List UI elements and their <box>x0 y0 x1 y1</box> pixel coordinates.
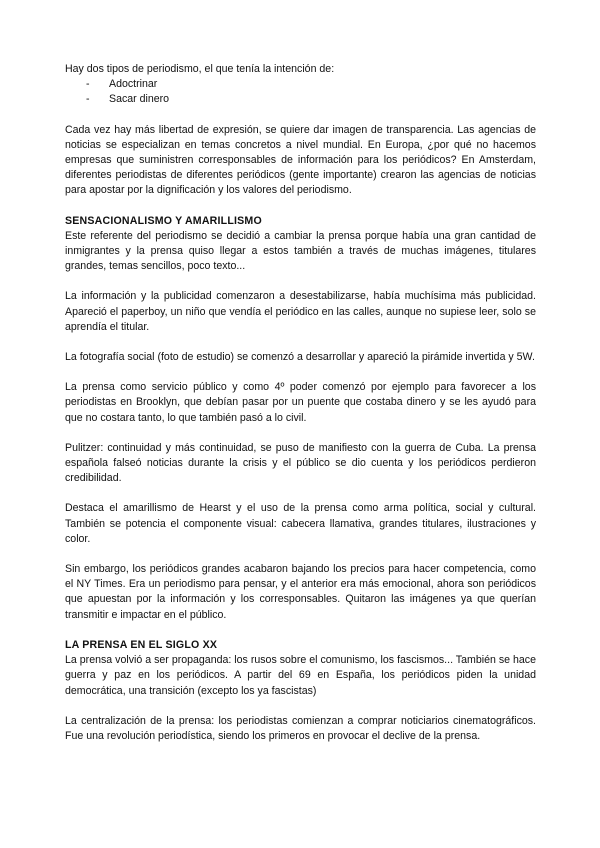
paragraph: La prensa como servicio público y como 4º poder comenzó por ejemplo para favorecer a los periodistas en Brooklyn, que debían pasar por un puente que costaba dinero y se les ayudó para que no costara tanto, lo que también pasó a lo civil. <box>65 381 536 424</box>
paragraph: Cada vez hay más libertad de expresión, se quiere dar imagen de transparencia. Las agencias de noticias se especializan en temas concretos a nivel mundial. En Europa, ¿por qué no hacemos empresas que suministren corresponsables de información para los periódicos? En Amsterdam, diferentes periodistas de diferentes periódicos (gente importante) crearon las agencias de noticias para apostar por la dignificación y los valores del periodismo. <box>65 123 536 197</box>
list-item <box>65 77 536 92</box>
paragraph: Destaca el amarillismo de Hearst y el uso de la prensa como arma política, social y cultural. También se potencia el componente visual: cabecera llamativa, grandes titulares, ilustraciones y color. <box>65 502 536 545</box>
paragraph: Este referente del periodismo se decidió a cambiar la prensa porque había una gran cantidad de inmigrantes y la prensa quiso llegar a estos también a través de muchas imágenes, titulares grandes, temas sencillos, poco texto... <box>65 229 536 273</box>
bullet-text: Sacar dinero <box>109 93 170 106</box>
paragraph: La centralización de la prensa: los periodistas comienzan a comprar noticiarios cinematográficos. Fue una revolución periodística, siendo los primeros en provocar el declive de la prensa. <box>65 714 536 742</box>
paragraph: Sin embargo, los periódicos grandes acabaron bajando los precios para hacer competencia, como el NY Times. Era un periodismo para pensar, y el anterior era más emocional, ahora son periódicos que apuestan por la información y los corresponsables. Quitaron las imágenes ya que querían transmitir e impactar en el público. <box>65 563 536 621</box>
list-item <box>65 92 536 107</box>
intro-bullet-list <box>65 77 536 107</box>
paragraph: La información y la publicidad comenzaron a desestabilizarse, había muchísima más publicidad. Apareció el paperboy, un niño que vendía el periódico en las calles, aunque no supiese leer, solo se aprendía el titular. <box>65 290 536 333</box>
bullet-text: Adoctrinar <box>109 78 158 91</box>
section-heading: LA PRENSA EN EL SIGLO XX <box>65 638 218 651</box>
paragraph: La fotografía social (foto de estudio) se comenzó a desarrollar y apareció la pirámide invertida y 5W. <box>65 351 535 364</box>
bullet-marker: - <box>86 93 90 106</box>
intro-lead: Hay dos tipos de periodismo, el que tenía la intención de: <box>65 63 335 75</box>
bullet-marker: - <box>86 78 90 91</box>
paragraph: La prensa volvió a ser propaganda: los rusos sobre el comunismo, los fascismos... También se hace guerra y paz en los periódicos. A partir del 69 en España, los periódicos piden la unidad democrática, una transición (excepto los ya fascistas) <box>65 654 536 697</box>
paragraph: Pulitzer: continuidad y más continuidad, se puso de manifiesto con la guerra de Cuba. La prensa española falseó noticias durante la crisis y el público se dio cuenta y los periódicos perdieron credibilidad. <box>65 441 536 485</box>
section-heading: SENSACIONALISMO Y AMARILLISMO <box>65 214 262 227</box>
